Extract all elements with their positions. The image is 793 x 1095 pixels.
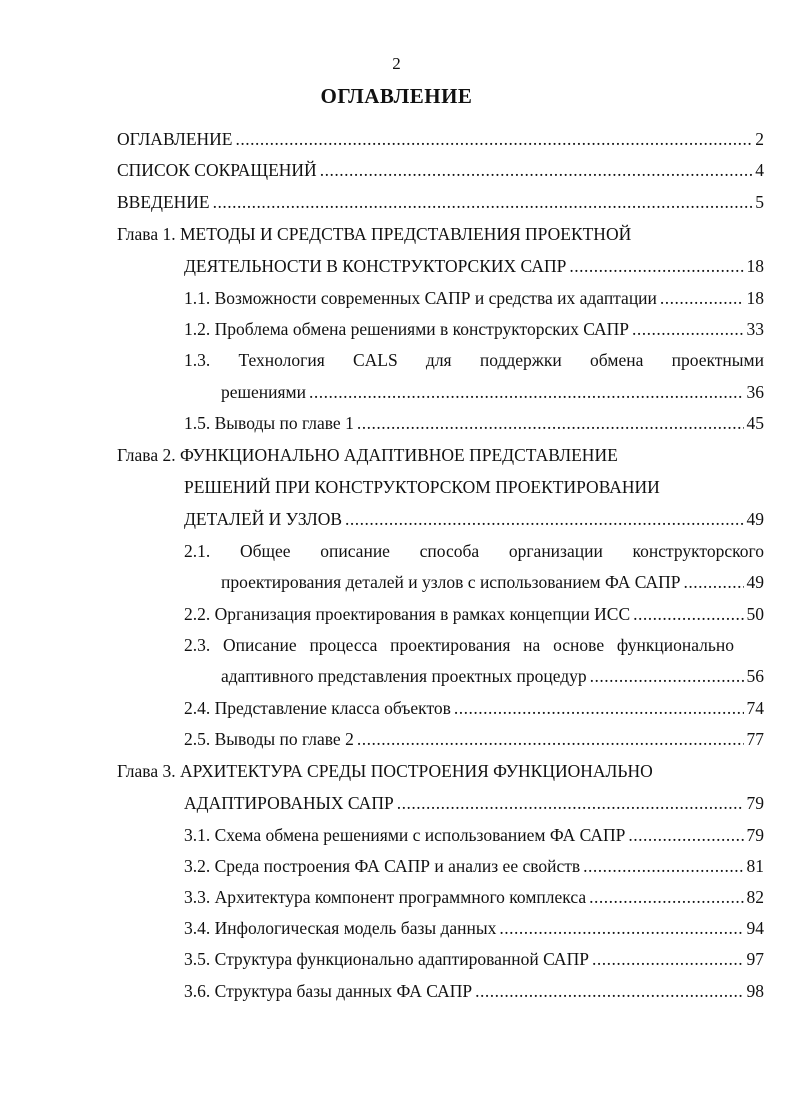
toc-chapter-1-line1[interactable]: Глава 1. МЕТОДЫ И СРЕДСТВА ПРЕДСТАВЛЕНИЯ ПРОЕКТНОЙ <box>117 224 632 244</box>
toc-entry-text: ОГЛАВЛЕНИЕ <box>117 129 233 149</box>
toc-section-2-5[interactable] <box>184 728 764 750</box>
toc-section-2-3[interactable] <box>221 665 764 687</box>
toc-entry-text: ДЕЯТЕЛЬНОСТИ В КОНСТРУКТОРСКИХ САПР <box>184 256 567 276</box>
toc-entry-page: 74 <box>746 698 764 718</box>
toc-entry-text: 1.1. Возможности современных САПР и средства их адаптации <box>184 288 657 308</box>
toc-word: для <box>425 350 452 370</box>
toc-entry-text: АДАПТИРОВАНЫХ САПР <box>184 793 394 813</box>
toc-word: описание <box>320 541 390 561</box>
toc-word: 1.3. <box>184 350 211 370</box>
toc-leader-dots <box>357 728 744 750</box>
toc-leader-dots <box>632 318 743 340</box>
toc-entry-text: ВВЕДЕНИЕ <box>117 192 210 212</box>
toc-chapter-3-line1[interactable]: Глава 3. АРХИТЕКТУРА СРЕДЫ ПОСТРОЕНИЯ ФУНКЦИОНАЛЬНО <box>117 761 653 781</box>
toc-entry-text: 3.4. Инфологическая модель базы данных <box>184 918 497 938</box>
toc-entry-text: 2.2. Организация проектирования в рамках концепции ИСС <box>184 604 631 624</box>
toc-section-3-2[interactable] <box>184 855 764 877</box>
toc-section-1-3[interactable] <box>221 381 764 403</box>
page-title: ОГЛАВЛЕНИЕ <box>320 84 473 108</box>
toc-section-1-2[interactable] <box>184 318 764 340</box>
page-number: 2 <box>392 54 401 73</box>
toc-chapter-2[interactable] <box>184 508 764 530</box>
toc-word: 2.3. <box>184 635 211 655</box>
toc-leader-dots <box>235 128 752 150</box>
toc-entry-page: 50 <box>746 604 764 624</box>
toc-word: Технология <box>238 350 325 370</box>
toc-leader-dots <box>628 824 743 846</box>
toc-entry-text: решениями <box>221 382 306 402</box>
toc-section-2-1[interactable] <box>221 571 764 593</box>
toc-entry-text: 3.2. Среда построения ФА САПР и анализ ее свойств <box>184 856 581 876</box>
toc-section-2-2[interactable] <box>184 603 764 625</box>
toc-section-2-4[interactable] <box>184 697 764 719</box>
toc-entry-text: 3.6. Структура базы данных ФА САПР <box>184 981 473 1001</box>
toc-entry-text: проектирования деталей и узлов с использованием ФА САПР <box>221 572 681 592</box>
toc-entry-page: 79 <box>746 793 764 813</box>
toc-section-1-5[interactable] <box>184 412 764 434</box>
toc-word: организации <box>508 541 603 561</box>
toc-entry-page: 4 <box>755 160 764 180</box>
toc-chapter-2-line2[interactable]: РЕШЕНИЙ ПРИ КОНСТРУКТОРСКОМ ПРОЕКТИРОВАНИИ <box>184 477 660 497</box>
toc-word: обмена <box>589 350 644 370</box>
toc-leader-dots <box>583 855 743 877</box>
toc-leader-dots <box>397 792 744 814</box>
toc-leader-dots <box>475 980 743 1002</box>
toc-entry-text: 3.1. Схема обмена решениями с использованием ФА САПР <box>184 825 626 845</box>
toc-section-3-5[interactable] <box>184 948 764 970</box>
toc-word: CALS <box>352 350 398 370</box>
toc-leader-dots <box>320 159 753 181</box>
toc-word: поддержки <box>479 350 562 370</box>
toc-entry-page: 49 <box>746 572 764 592</box>
toc-leader-dots <box>569 255 743 277</box>
toc-leader-dots <box>357 412 744 434</box>
toc-section-2-1-line1[interactable] <box>184 540 764 562</box>
toc-word: конструкторского <box>632 541 764 561</box>
toc-leader-dots <box>590 665 744 687</box>
toc-word: проектными <box>671 350 764 370</box>
toc-entry-abbreviations[interactable] <box>117 159 764 181</box>
toc-entry-text: 2.5. Выводы по главе 2 <box>184 729 354 749</box>
toc-word: процесса <box>309 635 378 655</box>
toc-leader-dots <box>684 571 744 593</box>
toc-word: проектирования <box>390 635 511 655</box>
toc-entry-page: 5 <box>755 192 764 212</box>
toc-entry-page: 94 <box>746 918 764 938</box>
toc-entry-text: ДЕТАЛЕЙ И УЗЛОВ <box>184 509 343 529</box>
toc-entry-page: 77 <box>746 729 764 749</box>
toc-section-1-3-line1[interactable] <box>184 349 764 371</box>
toc-entry-page: 56 <box>746 666 764 686</box>
toc-section-3-3[interactable] <box>184 886 764 908</box>
toc-section-3-6[interactable] <box>184 980 764 1002</box>
toc-entry-page: 81 <box>746 856 764 876</box>
toc-leader-dots <box>589 886 743 908</box>
toc-entry-text: СПИСОК СОКРАЩЕНИЙ <box>117 160 317 180</box>
toc-entry-page: 33 <box>746 319 764 339</box>
toc-entry-contents[interactable] <box>117 128 764 150</box>
toc-chapter-3[interactable] <box>184 792 764 814</box>
toc-leader-dots <box>660 287 744 309</box>
toc-entry-text: 2.4. Представление класса объектов <box>184 698 451 718</box>
toc-entry-text: 1.2. Проблема обмена решениями в конструкторских САПР <box>184 319 630 339</box>
toc-word: 2.1. <box>184 541 211 561</box>
toc-word: основе <box>553 635 605 655</box>
toc-entry-page: 18 <box>746 256 764 276</box>
toc-chapter-2-line1[interactable]: Глава 2. ФУНКЦИОНАЛЬНО АДАПТИВНОЕ ПРЕДСТАВЛЕНИЕ <box>117 445 618 465</box>
toc-word: способа <box>419 541 480 561</box>
toc-section-1-1[interactable] <box>184 287 764 309</box>
toc-entry-page: 18 <box>746 288 764 308</box>
toc-leader-dots <box>345 508 743 530</box>
toc-leader-dots <box>309 381 744 403</box>
toc-word: Описание <box>223 635 297 655</box>
toc-word: функционально <box>616 635 734 655</box>
toc-entry-page: 49 <box>746 509 764 529</box>
toc-entry-text: адаптивного представления проектных процедур <box>221 666 587 686</box>
toc-entry-page: 2 <box>755 129 764 149</box>
toc-section-3-4[interactable] <box>184 917 764 939</box>
toc-entry-page: 79 <box>746 825 764 845</box>
toc-section-3-1[interactable] <box>184 824 764 846</box>
toc-leader-dots <box>213 191 753 213</box>
toc-entry-page: 98 <box>746 981 764 1001</box>
toc-entry-text: 1.5. Выводы по главе 1 <box>184 413 354 433</box>
toc-entry-text: 3.3. Архитектура компонент программного комплекса <box>184 887 587 907</box>
toc-word: на <box>523 635 541 655</box>
toc-chapter-1[interactable] <box>184 255 764 277</box>
toc-section-2-3-line1[interactable] <box>184 634 734 656</box>
toc-leader-dots <box>454 697 744 719</box>
toc-leader-dots <box>499 917 743 939</box>
toc-leader-dots <box>592 948 744 970</box>
toc-entry-page: 82 <box>746 887 764 907</box>
toc-entry-text: 3.5. Структура функционально адаптированной САПР <box>184 949 589 969</box>
toc-entry-introduction[interactable] <box>117 191 764 213</box>
toc-entry-page: 45 <box>746 413 764 433</box>
toc-entry-page: 36 <box>746 382 764 402</box>
toc-entry-page: 97 <box>746 949 764 969</box>
toc-leader-dots <box>633 603 743 625</box>
toc-word: Общее <box>239 541 291 561</box>
